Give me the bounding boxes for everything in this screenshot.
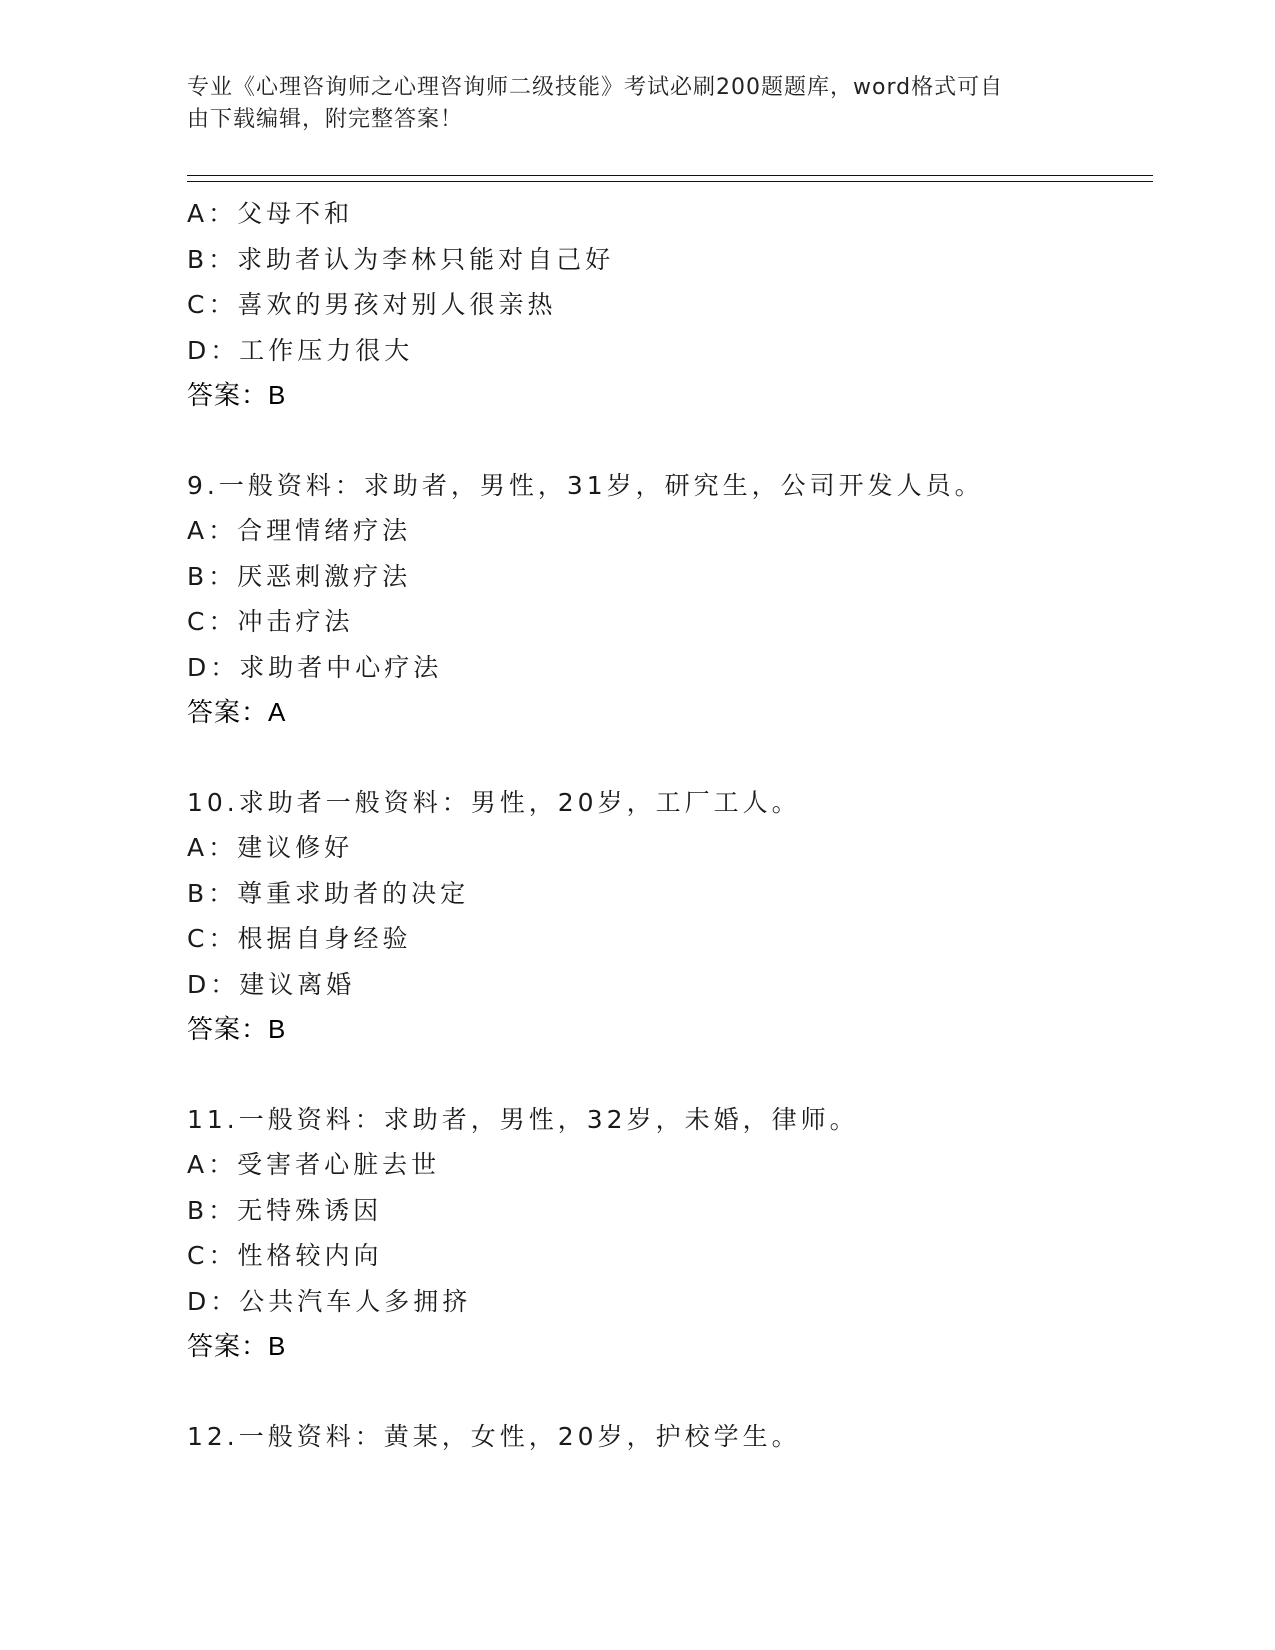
option-d: D：建议离婚 (187, 969, 356, 999)
answer-line: 答案：B (187, 1014, 287, 1044)
question-8-continued (187, 191, 1153, 419)
option-d: D：公共汽车人多拥挤 (187, 1286, 472, 1316)
question-10 (187, 780, 1153, 1053)
option-c: C：性格较内向 (187, 1241, 383, 1270)
option-a: A：合理情绪疗法 (187, 516, 412, 545)
option-b: B：求助者认为李林只能对自己好 (187, 244, 615, 274)
question-9 (187, 463, 1153, 736)
option-c: C：冲击疗法 (187, 607, 354, 636)
question-stem: 12.一般资料：黄某，女性，20岁，护校学生。 (187, 1421, 801, 1451)
header-divider-bottom (187, 181, 1153, 182)
spacer (187, 736, 1153, 780)
spacer (187, 1053, 1153, 1097)
header-line-2: 由下载编辑，附完整答案！ (187, 107, 464, 132)
option-b: B：无特殊诱因 (187, 1195, 383, 1225)
option-b: B：厌恶刺激疗法 (187, 561, 412, 591)
option-a: A：父母不和 (187, 199, 354, 228)
question-list (187, 191, 1153, 1459)
document-header (187, 72, 1077, 136)
question-stem: 9.一般资料：求助者，男性，31岁，研究生，公司开发人员。 (187, 470, 984, 500)
question-stem: 11.一般资料：求助者，男性，32岁，未婚，律师。 (187, 1104, 859, 1134)
option-b: B：尊重求助者的决定 (187, 878, 470, 908)
header-line-1: 专业《心理咨询师之心理咨询师二级技能》考试必刷200题题库，word格式可自 (187, 75, 1004, 100)
question-12 (187, 1414, 1153, 1460)
spacer (187, 1370, 1153, 1414)
option-a: A：受害者心脏去世 (187, 1150, 441, 1179)
option-c: C：喜欢的男孩对别人很亲热 (187, 290, 557, 319)
option-a: A：建议修好 (187, 833, 354, 862)
answer-line: 答案：B (187, 380, 287, 410)
answer-line: 答案：B (187, 1331, 287, 1361)
option-c: C：根据自身经验 (187, 924, 412, 953)
header-divider-top (187, 175, 1153, 176)
question-11 (187, 1097, 1153, 1370)
question-stem: 10.求助者一般资料：男性，20岁，工厂工人。 (187, 787, 801, 817)
option-d: D：求助者中心疗法 (187, 652, 443, 682)
spacer (187, 419, 1153, 463)
answer-line: 答案：A (187, 697, 287, 727)
option-d: D：工作压力很大 (187, 335, 414, 365)
